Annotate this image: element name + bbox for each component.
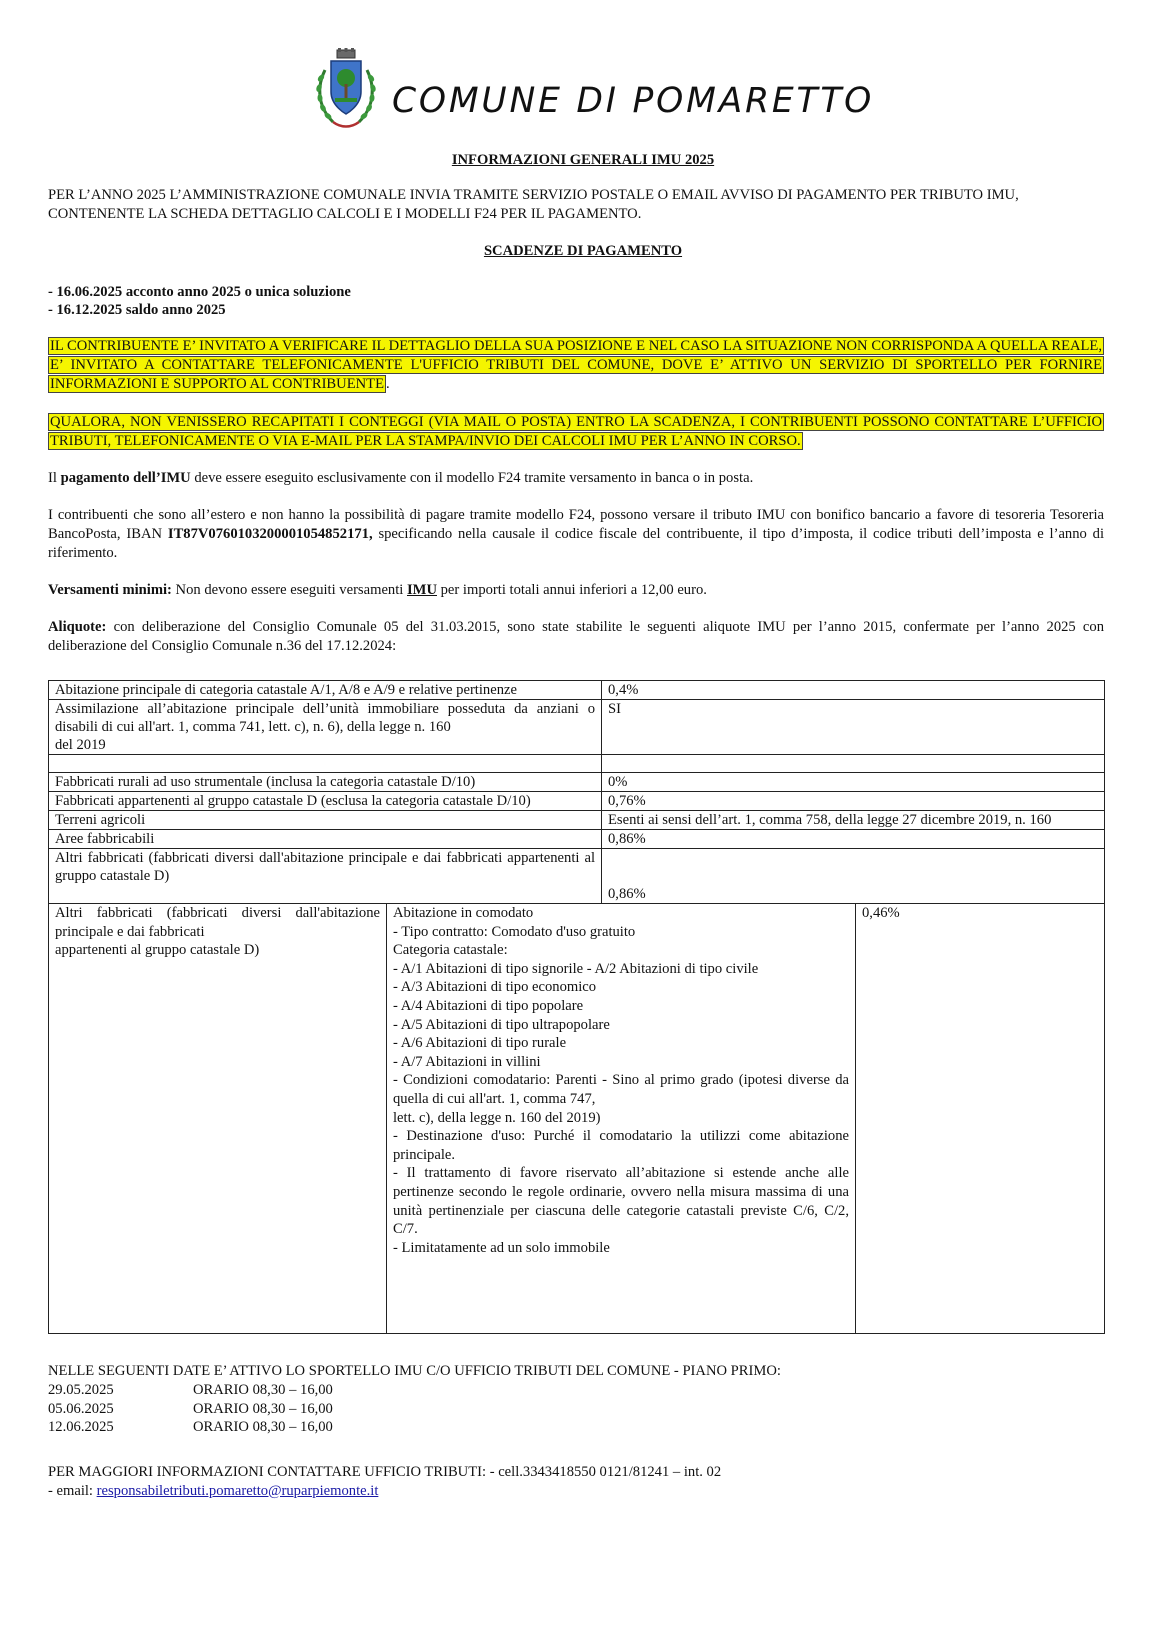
table-row <box>49 755 1105 773</box>
deadlines-list <box>48 283 1104 319</box>
rates-intro-text: con deliberazione del Consiglio Comunale 05 del 31.03.2015, sono state stabilite le seguenti aliquote IMU per l’anno 2015, confermate per l’anno 2025 con deliberazione del Consiglio Comunale n.36 del 17.12.2024: <box>48 619 1104 654</box>
deadline-item: - 16.12.2025 saldo anno 2025 <box>48 302 226 318</box>
minimums-n: N <box>171 582 187 598</box>
comodato-details: Abitazione in comodato - Tipo contratto: Comodato d'uso gratuito Categoria catastale: - A/1 Abitazioni di tipo signorile - A/2 Abitazioni di tipo civile - A/3 Abitazioni di tipo economico - A/4 Abitazioni di tipo popolare - A/5 Abitazioni di tipo ultrapopolare - A/6 Abitazioni di tipo rurale - A/7 Abitazioni in villini - Condizioni comodatario: Parenti - Sino al primo grado (ipotesi diverse da quella di cui all'art. 1, comma 747, lett. c), della legge n. 160 del 2019) - Destinazione d'uso: Purché il comodatario la utilizzi come abitazione principale. - Il trattamento di favore riservato all’abitazione si estende anche alle pertinenze secondo le regole ordinarie, ovvero nella misura massima di una unità pertinenziale per ciascuna delle categorie catastali previste C/6, C/2, C/7. - Limitatamente ad un solo immobile <box>387 904 856 1334</box>
minimums-text: on devono essere eseguiti versamenti <box>186 582 407 598</box>
desk-date: 12.06.2025 <box>48 1419 114 1435</box>
desk-hours: ORARIO 08,30 – 16,00 <box>193 1382 333 1398</box>
desk-section <box>48 1362 1104 1437</box>
table-row <box>49 904 1105 1334</box>
desk-hours: ORARIO 08,30 – 16,00 <box>193 1400 333 1417</box>
deadlines-title: SCADENZE DI PAGAMENTO <box>483 243 683 259</box>
verification-notice <box>48 337 1104 394</box>
abroad-suffix: specificando nella causale il codice fiscale del contribuente, il tipo d’imposta, il codice tributi dell’imposta e l’anno di riferimento. <box>48 526 1104 561</box>
header <box>48 44 1104 136</box>
rates-intro-paragraph <box>48 618 1104 656</box>
comodato-table <box>48 903 1105 1334</box>
desk-title: NELLE SEGUENTI DATE E’ ATTIVO LO SPORTELLO IMU C/O UFFICIO TRIBUTI DEL COMUNE - PIANO PRIMO: <box>48 1363 781 1379</box>
email-line <box>48 1482 1104 1501</box>
payment-suffix: deve essere eseguito esclusivamente con il modello F24 tramite versamento in banca o in posta. <box>190 470 754 486</box>
list-item <box>48 1400 1104 1419</box>
rate-value: 0,86% <box>602 830 1105 849</box>
municipal-crest-icon <box>311 48 381 130</box>
abroad-paragraph <box>48 506 1104 563</box>
rate-value: SI <box>602 700 1105 755</box>
rate-value: 0,4% <box>602 681 1105 700</box>
desk-date: 05.06.2025 <box>48 1400 114 1417</box>
rate-value: 0,76% <box>602 792 1105 811</box>
municipality-title: COMUNE DI POMARETTO <box>392 81 875 121</box>
rates-label: Aliquote: <box>48 619 107 635</box>
intro-paragraph: PER L’ANNO 2025 L’AMMINISTRAZIONE COMUNALE INVIA TRAMITE SERVIZIO POSTALE O EMAIL AVVISO DI PAGAMENTO PER TRIBUTO IMU, CONTENENTE LA SCHEDA DETTAGLIO CALCOLI E I MODELLI F24 PER IL PAGAMENTO. <box>48 187 1019 222</box>
table-row <box>49 849 1105 904</box>
rate-category: Fabbricati rurali ad uso strumentale (inclusa la categoria catastale D/10) <box>49 773 602 792</box>
table-row <box>49 811 1105 830</box>
highlighted-text: QUALORA, NON VENISSERO RECAPITATI I CONTEGGI (VIA MAIL O POSTA) ENTRO LA SCADENZA, I CONTRIBUENTI POSSONO CONTATTARE L’UFFICIO TRIBUTI, TELEFONICAMENTE O VIA E-MAIL PER LA STAMPA/INVIO DEI CALCOLI IMU PER L’ANNO IN CORSO. <box>50 414 1102 449</box>
rate-value: 0% <box>602 773 1105 792</box>
abroad-prefix: I contribuenti che sono all’estero e non hanno la possibilità di pagare tramite modello F24, possono versare il tributo IMU con bonifico bancario a favore di tesoreria Tesoreria BancoPosta, IBAN <box>48 507 1104 542</box>
missing-calculation-notice <box>48 413 1104 451</box>
payment-paragraph <box>48 469 1104 488</box>
table-row <box>49 792 1105 811</box>
list-item <box>48 1381 1104 1400</box>
rate-category: Terreni agricoli <box>49 811 602 830</box>
deadline-item: - 16.06.2025 acconto anno 2025 o unica soluzione <box>48 284 351 300</box>
minimums-text-end: per importi totali annui inferiori a 12,00 euro. <box>436 582 707 598</box>
rate-category: Assimilazione all’abitazione principale dell’unità immobiliare posseduta da anziani o disabili di cui all'art. 1, comma 741, lett. c), n. 6), della legge n. 160 del 2019 <box>49 700 602 755</box>
rate-value <box>602 755 1105 773</box>
rate-category <box>49 755 602 773</box>
comodato-category: Altri fabbricati (fabbricati diversi dall'abitazione principale e dai fabbricati appartenenti al gruppo catastale D) <box>49 904 387 1334</box>
rates-table <box>48 680 1105 904</box>
document-title: INFORMAZIONI GENERALI IMU 2025 <box>451 152 715 168</box>
table-row <box>49 700 1105 755</box>
comodato-rate: 0,46% <box>856 904 1105 1334</box>
contact-line: PER MAGGIORI INFORMAZIONI CONTATTARE UFFICIO TRIBUTI: - cell.3343418550 0121/81241 – int. 02 <box>48 1463 722 1480</box>
desk-hours: ORARIO 08,30 – 16,00 <box>193 1419 333 1435</box>
rate-category: Abitazione principale di categoria catastale A/1, A/8 e A/9 e relative pertinenze <box>49 681 602 700</box>
email-prefix: - email: <box>48 1482 97 1499</box>
table-row <box>49 773 1105 792</box>
notice-period: . <box>385 376 390 392</box>
rate-category: Fabbricati appartenenti al gruppo catastale D (esclusa la categoria catastale D/10) <box>49 792 602 811</box>
table-row <box>49 681 1105 700</box>
iban-code: IT87V0760103200001054852171, <box>167 526 373 542</box>
contact-section <box>48 1463 1104 1501</box>
rate-value: 0,86% <box>602 849 1105 904</box>
payment-prefix: Il <box>48 470 61 486</box>
minimums-imu: IMU <box>406 582 437 598</box>
list-item <box>48 1418 1104 1437</box>
rate-value: Esenti ai sensi dell’art. 1, comma 758, della legge 27 dicembre 2019, n. 160 <box>602 811 1105 830</box>
table-row <box>49 830 1105 849</box>
desk-date: 29.05.2025 <box>48 1382 114 1398</box>
rate-category: Altri fabbricati (fabbricati diversi dall'abitazione principale e dai fabbricati appartenenti al gruppo catastale D) <box>49 849 602 904</box>
payment-bold: pagamento dell’IMU <box>60 470 191 486</box>
highlighted-text: IL CONTRIBUENTE E’ INVITATO A VERIFICARE IL DETTAGLIO DELLA SUA POSIZIONE E NEL CASO LA SITUAZIONE NON CORRISPONDA A QUELLA REALE, E’ INVITATO A CONTATTARE TELEFONICAMENTE L'UFFICIO TRIBUTI DEL COMUNE, DOVE E’ ATTIVO UN SERVIZIO DI SPORTELLO PER FORNIRE INFORMAZIONI E SUPPORTO AL CONTRIBUENTE <box>50 338 1102 392</box>
rate-category: Aree fabbricabili <box>49 830 602 849</box>
minimums-label: Versamenti minimi: <box>48 582 172 598</box>
minimum-payments-paragraph <box>48 581 1104 600</box>
email-link[interactable]: responsabiletributi.pomaretto@ruparpiemonte.it <box>96 1482 379 1499</box>
